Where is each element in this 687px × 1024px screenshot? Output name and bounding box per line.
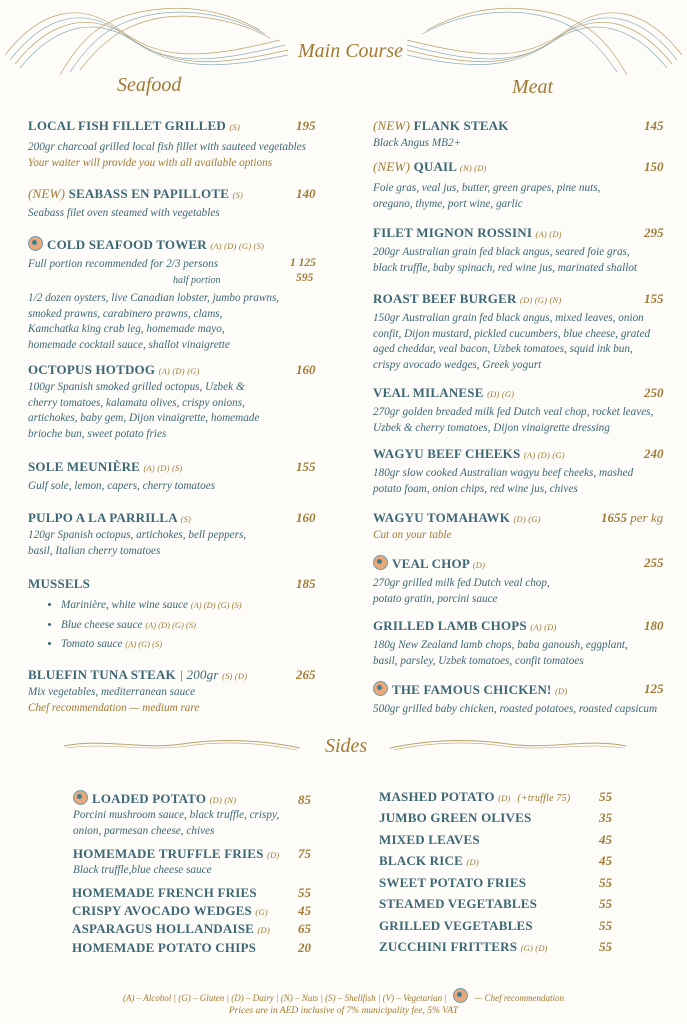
allergen-tags: (S) (D) xyxy=(222,671,248,681)
side-mixed-leaves-price: 45 xyxy=(599,832,612,847)
item-description: 1/2 dozen oysters, live Canadian lobster, jumbo prawns, xyxy=(28,292,280,304)
side-zucchini-fritters: ZUCCHINI FRITTERS (G) (D) xyxy=(379,939,548,954)
menu-item-local-fish xyxy=(28,118,328,171)
item-description: Porcini mushroom sauce, black truffle, crispy, xyxy=(73,809,280,821)
item-name: SEABASS EN PAPILLOTE xyxy=(68,186,230,201)
side-asparagus-price: 65 xyxy=(298,921,311,936)
truffle-extra: (+truffle 75) xyxy=(517,793,571,804)
menu-item-flank-steak xyxy=(373,118,668,152)
item-price: 125 xyxy=(644,681,664,696)
item-description: 200gr Australian grain fed black angus, seared foie gras, xyxy=(373,246,630,258)
side-french-fries: HOMEMADE FRENCH FRIES xyxy=(72,885,257,900)
item-note: Your waiter will provide you with all available options xyxy=(28,156,273,169)
allergen-tags: (A) (D) (G) (S) xyxy=(210,241,265,251)
item-name: ROAST BEEF BURGER xyxy=(373,291,517,306)
item-description: 100gr Spanish smoked grilled octopus, Uzbek & xyxy=(28,381,245,393)
item-note: Chef recommendation — medium rare xyxy=(28,701,200,714)
item-description: 270gr grilled milk fed Dutch veal chop, xyxy=(373,577,550,589)
allergen-tags: (D) xyxy=(472,560,486,570)
allergen-tags: (N) (D) xyxy=(459,163,487,173)
allergen-tags: (S) xyxy=(232,190,244,200)
item-price: 75 xyxy=(298,846,311,861)
item-description: oregano, thyme, port wine, garlic xyxy=(373,197,523,210)
side-black-rice-price: 45 xyxy=(599,853,612,868)
side-truffle-fries xyxy=(73,846,323,879)
menu-item-famous-chicken xyxy=(373,681,673,718)
item-description: 120gr Spanish octopus, artichokes, bell peppers, xyxy=(28,529,247,541)
side-zucchini-fritters-price: 55 xyxy=(599,939,612,954)
item-description: 270gr golden breaded milk fed Dutch veal chop, rocket leaves, xyxy=(373,406,654,418)
menu-item-pulpo xyxy=(28,510,328,559)
menu-item-veal-chop xyxy=(373,555,668,607)
full-portion-price: 1 125 xyxy=(290,257,316,269)
meat-title: Meat xyxy=(512,76,554,98)
chef-recommendation-icon xyxy=(373,555,388,570)
item-price: 150 xyxy=(644,159,664,174)
side-potato-chips-price: 20 xyxy=(298,940,311,955)
item-name: VEAL CHOP xyxy=(392,556,470,571)
item-description: 180gr slow cooked Australian wagyu beef cheeks, mashed xyxy=(373,467,634,479)
sides-divider-right xyxy=(388,736,628,754)
item-price: 255 xyxy=(644,555,664,570)
allergen-tags: (D) (G) (N) xyxy=(520,295,562,305)
side-mixed-leaves: MIXED LEAVES xyxy=(379,832,480,847)
item-price: 180 xyxy=(644,618,664,633)
item-name: BLUEFIN TUNA STEAK xyxy=(28,667,176,682)
item-name: WAGYU TOMAHAWK xyxy=(373,510,511,525)
mussels-option: • Tomato sauce (A) (G) (S) xyxy=(61,637,328,653)
item-name: LOCAL FISH FILLET GRILLED xyxy=(28,118,227,133)
item-price: 155 xyxy=(296,459,316,474)
item-description: Gulf sole, lemon, capers, cherry tomatoes xyxy=(28,480,216,492)
item-name: GRILLED LAMB CHOPS xyxy=(373,618,527,633)
side-mashed-potato: MASHED POTATO (D) (+truffle 75) xyxy=(379,789,571,804)
page-title: Main Course xyxy=(298,40,403,62)
item-name: OCTOPUS HOTDOG xyxy=(28,362,156,377)
new-badge: (NEW) xyxy=(373,159,411,174)
item-name: FILET MIGNON ROSSINI xyxy=(373,225,533,240)
menu-item-sole-meuniere xyxy=(28,459,328,495)
allergen-tags: (D) xyxy=(555,686,568,696)
item-weight: | 200gr xyxy=(179,667,219,682)
item-name: HOMEMADE TRUFFLE FRIES xyxy=(73,846,264,861)
side-sweet-potato-fries-price: 55 xyxy=(599,875,612,890)
allergen-tags: (D) xyxy=(266,850,280,860)
side-loaded-potato xyxy=(73,790,323,839)
side-black-rice: BLACK RICE (D) xyxy=(379,853,479,868)
mussels-option: • Marinière, white wine sauce (A) (D) (G) (S) xyxy=(61,598,328,614)
item-name: THE FAMOUS CHICKEN! xyxy=(392,682,552,697)
side-sweet-potato-fries: SWEET POTATO FRIES xyxy=(379,875,527,890)
item-description: onion, parmesan cheese, chives xyxy=(73,824,215,837)
item-description: Black Angus MB2+ xyxy=(373,137,462,149)
allergen-tags: (A) (D) (G) xyxy=(158,366,200,376)
allergen-tags: (A) (D) (G) xyxy=(523,450,565,460)
item-price: 195 xyxy=(296,118,316,133)
side-asparagus: ASPARAGUS HOLLANDAISE (D) xyxy=(72,921,270,936)
item-price: 155 xyxy=(644,291,664,306)
item-description: cherry tomatoes, kalamata olives, crispy onions, xyxy=(28,396,245,409)
item-description: confit, Dijon mustard, pickled cucumbers, blue cheese, grated xyxy=(373,327,651,340)
item-description: potato gratin, porcini sauce xyxy=(373,592,498,605)
sides-title: Sides xyxy=(325,735,368,757)
item-description: aged cheddar, veal bacon, Uzbek tomatoes, squid ink bun, xyxy=(373,343,633,355)
item-price: 1655 per kg xyxy=(601,510,664,525)
menu-item-quail xyxy=(373,159,668,212)
item-description: brioche bun, sweet potato fries xyxy=(28,427,167,440)
sides-divider-left xyxy=(62,736,302,754)
allergen-tags: (D) (N) xyxy=(209,795,237,805)
item-description: Seabass filet oven steamed with vegetables xyxy=(28,207,220,219)
decorative-wave-right xyxy=(405,0,687,80)
item-price: 250 xyxy=(644,385,664,400)
menu-item-mussels xyxy=(28,576,328,657)
item-price: 295 xyxy=(644,225,664,240)
item-description: artichokes, baby gem, Dijon vinaigrette, homemade xyxy=(28,412,260,424)
price-disclaimer: Prices are in AED inclusive of 7% municipality fee, 5% VAT xyxy=(228,1006,459,1016)
side-steamed-vegetables: STEAMED VEGETABLES xyxy=(379,896,538,911)
menu-item-roast-beef-burger xyxy=(373,291,668,373)
allergen-tags: (S) xyxy=(180,514,192,524)
menu-item-octopus-hotdog xyxy=(28,362,328,442)
item-description: Kamchatka king crab leg, homemade mayo, xyxy=(28,323,225,335)
item-description: 500gr grilled baby chicken, roasted potatoes, roasted capsicum xyxy=(373,703,658,715)
item-name: FLANK STEAK xyxy=(413,118,509,133)
decorative-wave-left xyxy=(0,0,290,80)
item-price: 160 xyxy=(296,510,316,525)
allergen-tags: (D) (G) xyxy=(513,514,541,524)
item-description: homemade cocktail sauce, shallot vinaigrette xyxy=(28,338,230,351)
new-badge: (NEW) xyxy=(28,186,66,201)
item-name: COLD SEAFOOD TOWER xyxy=(47,237,207,252)
new-badge: (NEW) xyxy=(373,118,411,133)
side-potato-chips: HOMEMADE POTATO CHIPS xyxy=(72,940,257,955)
item-price: 85 xyxy=(298,792,311,807)
item-name: SOLE MEUNIÈRE xyxy=(28,459,141,474)
side-green-olives-price: 35 xyxy=(599,810,612,825)
allergen-legend: (A) – Alcohol | (G) – Gluten | (D) – Dairy | (N) – Nuts | (S) – Shellfish | (V) – Vegetarian | — Chef recommendation xyxy=(0,988,687,1003)
menu-item-wagyu-beef-cheeks xyxy=(373,446,668,497)
item-name: MUSSELS xyxy=(28,576,91,591)
menu-item-wagyu-tomahawk xyxy=(373,510,668,544)
chef-recommendation-icon xyxy=(373,681,388,696)
item-description: basil, Italian cherry tomatoes xyxy=(28,544,161,557)
item-description: Mix vegetables, mediterranean sauce xyxy=(28,686,196,698)
menu-item-lamb-chops xyxy=(373,618,668,669)
menu-item-veal-milanese xyxy=(373,385,668,436)
allergen-tags: (D) (G) xyxy=(487,389,515,399)
item-description: black truffle, baby spinach, red wine jus, marinated shallot xyxy=(373,261,638,274)
menu-item-bluefin-tuna xyxy=(28,667,328,716)
item-description: potato foam, onion chips, red wine jus, chives xyxy=(373,482,578,495)
mussels-option: • Blue cheese sauce (A) (D) (G) (S) xyxy=(61,618,328,634)
chef-recommendation-icon xyxy=(453,988,468,1003)
chef-recommendation-icon xyxy=(73,790,88,805)
side-green-olives: JUMBO GREEN OLIVES xyxy=(379,810,532,825)
side-avocado-wedges-price: 45 xyxy=(298,903,311,918)
seafood-title: Seafood xyxy=(117,74,182,96)
menu-item-seabass xyxy=(28,186,328,222)
item-price: 145 xyxy=(644,118,664,133)
side-grilled-vegetables: GRILLED VEGETABLES xyxy=(379,918,533,933)
item-description: Black truffle,blue cheese sauce xyxy=(73,864,212,876)
item-price: 240 xyxy=(644,446,664,461)
item-price: 140 xyxy=(296,186,316,201)
item-name: WAGYU BEEF CHEEKS xyxy=(373,446,521,461)
menu-item-filet-mignon xyxy=(373,225,668,276)
side-steamed-vegetables-price: 55 xyxy=(599,896,612,911)
side-grilled-vegetables-price: 55 xyxy=(599,918,612,933)
item-price: 265 xyxy=(296,667,316,682)
side-french-fries-price: 55 xyxy=(298,885,311,900)
item-name: PULPO A LA PARRILLA xyxy=(28,510,178,525)
half-portion-price: 595 xyxy=(296,272,314,284)
mussels-options xyxy=(28,598,328,653)
item-name: VEAL MILANESE xyxy=(373,385,484,400)
item-price: 185 xyxy=(296,576,316,591)
allergen-tags: (S) xyxy=(229,122,240,132)
half-portion-label: half portion xyxy=(173,274,221,286)
item-description: 180g New Zealand lamb chops, baba ganoush, eggplant, xyxy=(373,639,628,651)
item-description: 150gr Australian grain fed black angus, mixed leaves, onion xyxy=(373,312,644,324)
chef-recommendation-icon xyxy=(28,236,43,251)
item-name: QUAIL xyxy=(413,159,457,174)
item-description: Uzbek & cherry tomatoes, Dijon vinaigrette dressing xyxy=(373,421,610,434)
menu-item-seafood-tower xyxy=(28,236,328,353)
item-price: 160 xyxy=(296,362,316,377)
item-description: 200gr charcoal grilled local fish fillet with sauteed vegetables xyxy=(28,141,306,153)
allergen-tags: (A) (D) xyxy=(530,622,557,632)
item-description: smoked prawns, carabinero prawns, clams, xyxy=(28,307,223,320)
item-note: Cut on your table xyxy=(373,529,452,541)
allergen-tags: (A) (D) xyxy=(535,229,562,239)
item-name: LOADED POTATO xyxy=(92,791,207,806)
full-portion-label: Full portion recommended for 2/3 persons xyxy=(28,258,219,270)
item-description: Foie gras, veal jus, butter, green grapes, pine nuts, xyxy=(373,182,601,194)
side-avocado-wedges: CRISPY AVOCADO WEDGES (G) xyxy=(72,903,268,918)
item-description: basil, parsley, Uzbek tomatoes, confit tomatoes xyxy=(373,654,584,667)
side-mashed-potato-price: 55 xyxy=(599,789,612,804)
allergen-tags: (A) (D) (S) xyxy=(143,463,183,473)
item-description: crispy avocado wedges, Greek yogurt xyxy=(373,358,542,371)
